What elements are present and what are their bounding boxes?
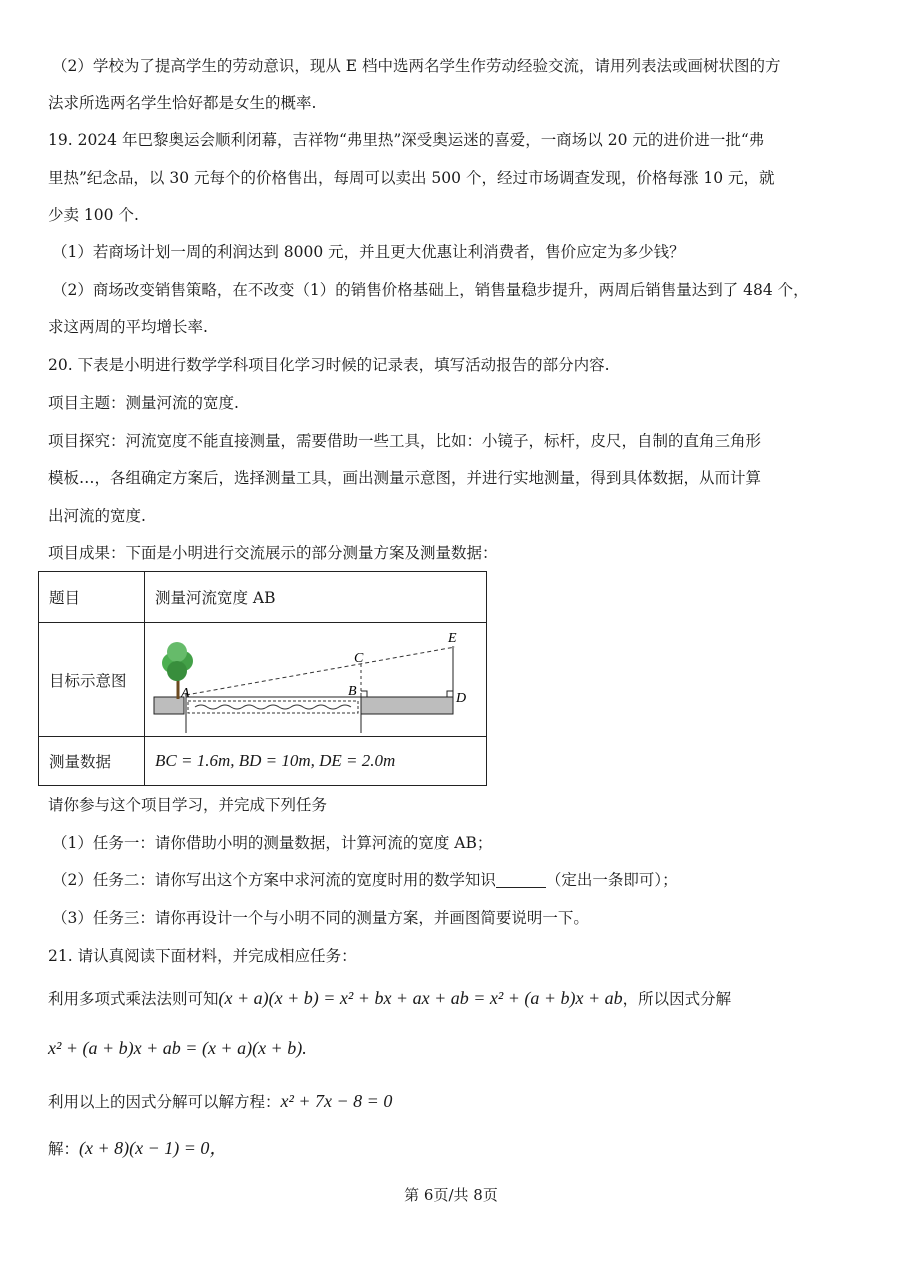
q21-line2 [48,1037,307,1060]
q19-part2-line2: 求这两周的平均增长率. [48,318,208,336]
q21-line3 [48,1090,392,1113]
table-row [39,623,487,737]
left-bank [154,697,184,714]
label-B: B [348,684,357,699]
right-bank [361,697,453,714]
q21-line4-formula: (x + 8)(x − 1) = 0， [79,1138,228,1158]
q21-line1-tail: ，所以因式分解 [622,990,732,1008]
sight-line [186,647,455,695]
q20-task2-note: （定出一条即可）； [545,871,678,889]
label-C: C [354,651,364,666]
label-E: E [448,631,457,646]
right-angle-B [361,691,367,697]
row-title-value: 测量河流宽度 AB [145,572,487,623]
q21-line4 [48,1137,227,1160]
q20-task1: （1）任务一：请你借助小明的测量数据，计算河流的宽度 AB； [52,834,493,852]
page-footer: 第 6页/共 8页 [404,1186,498,1204]
right-angle-D [447,691,453,697]
row-title-label: 题目 [39,572,145,623]
q20-explore-line2: 模板…，各组确定方案后，选择测量工具，画出测量示意图，并进行实地测量，得到具体数据，从而计算 [48,469,762,487]
q20-result: 项目成果：下面是小明进行交流展示的部分测量方案及测量数据： [48,544,498,562]
q21-line4-text: 解： [48,1140,80,1158]
river-waves [195,705,351,709]
q19-line3: 少卖 100 个. [48,206,139,224]
q19-part1: （1）若商场计划一周的利润达到 8000 元，并且更大优惠让利消费者，售价应定为多少钱？ [52,243,685,261]
measurement-table [38,571,487,786]
q21-line3-text: 利用以上的因式分解可以解方程： [48,1093,281,1111]
q20-task3: （3）任务三：请你再设计一个与小明不同的测量方案，并画图简要说明一下。 [52,909,589,927]
label-D: D [456,691,467,706]
row-data-label: 测量数据 [39,737,145,786]
q20-join: 请你参与这个项目学习，并完成下列任务 [48,796,328,814]
q20-explore-line3: 出河流的宽度. [48,507,146,525]
q21-intro: 21. 请认真阅读下面材料，并完成相应任务： [48,947,357,965]
q19-line1: 19. 2024 年巴黎奥运会顺利闭幕，吉祥物“弗里热”深受奥运迷的喜爱，一商场以 20 元的进价进一批“弗 [48,131,765,149]
q18-part2-line2: 法求所选两名学生恰好都是女生的概率. [48,94,317,112]
q21-line3-formula: x² + 7x − 8 = 0 [280,1091,393,1111]
row-data-value: BC = 1.6m, BD = 10m, DE = 2.0m [145,737,487,786]
q21-line1-formula: (x + a)(x + b) = x² + bx + ax + ab = x² + (a + b)x + ab [218,988,623,1008]
q21-line1-text: 利用多项式乘法法则可知 [48,990,219,1008]
answer-blank[interactable] [496,871,546,888]
row-diagram-label: 目标示意图 [39,623,145,737]
q18-part2-line1: （2）学校为了提高学生的劳动意识，现从 E 档中选两名学生作劳动经验交流，请用列表法或画树状图的方 [52,57,781,75]
q21-line1 [48,987,731,1010]
q20-explore-line1: 项目探究：河流宽度不能直接测量，需要借助一些工具，比如：小镜子，标杆，皮尺，自制的直角三角形 [48,432,762,450]
q20-task2-text: （2）任务二：请你写出这个方案中求河流的宽度时用的数学知识 [52,871,496,889]
table-row [39,572,487,623]
q21-line2-formula: x² + (a + b)x + ab = (x + a)(x + b). [48,1038,307,1058]
row-diagram-cell [145,623,487,737]
q19-line2: 里热”纪念品，以 30 元每个的价格售出，每周可以卖出 500 个，经过市场调查发现，价格每涨 10 元，就 [48,169,775,187]
table-row [39,737,487,786]
q19-part2-line1: （2）商场改变销售策略，在不改变（1）的销售价格基础上，销售量稳步提升，两周后销售量达到了 484 个， [52,281,809,299]
q20-task2 [52,869,678,891]
q20-theme: 项目主题：测量河流的宽度. [48,394,239,412]
label-A: A [181,686,190,701]
river-outline [188,701,358,713]
q20-intro: 20. 下表是小明进行数学学科项目化学习时候的记录表，填写活动报告的部分内容. [48,356,610,374]
river-measurement-diagram [145,623,486,736]
